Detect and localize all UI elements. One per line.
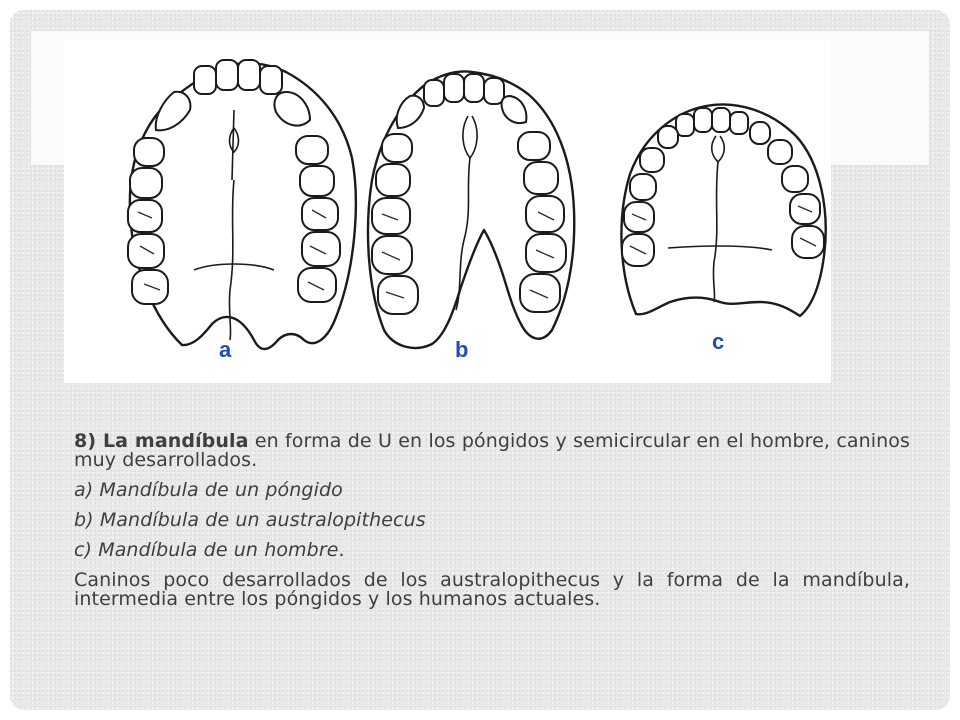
intro-paragraph	[74, 432, 910, 470]
jaw-b	[368, 72, 574, 348]
item-a: a) Mandíbula de un póngido	[74, 479, 343, 501]
jaw-c	[621, 104, 825, 316]
intro-bold: 8) La mandíbula	[74, 430, 249, 452]
item-b: b) Mandíbula de un australopithecus	[74, 509, 426, 531]
jaw-a	[128, 60, 356, 349]
item-c	[74, 541, 910, 560]
label-b: b	[455, 337, 469, 362]
label-a: a	[219, 337, 232, 362]
intro-rest: en forma de U en los póngidos y semicircular en el hombre, caninos muy desarrollados.	[74, 430, 910, 471]
mandible-figure	[64, 40, 831, 383]
item-c-end: .	[338, 539, 345, 561]
slide-text	[74, 432, 910, 609]
item-c-text: c) Mandíbula de un hombre	[74, 539, 339, 561]
label-c: c	[712, 329, 725, 354]
conclusion-paragraph: Caninos poco desarrollados de los australopithecus y la forma de la mandíbula, intermedia entre los póngidos y los humanos actuales.	[74, 569, 910, 610]
mandible-illustration	[64, 40, 831, 383]
